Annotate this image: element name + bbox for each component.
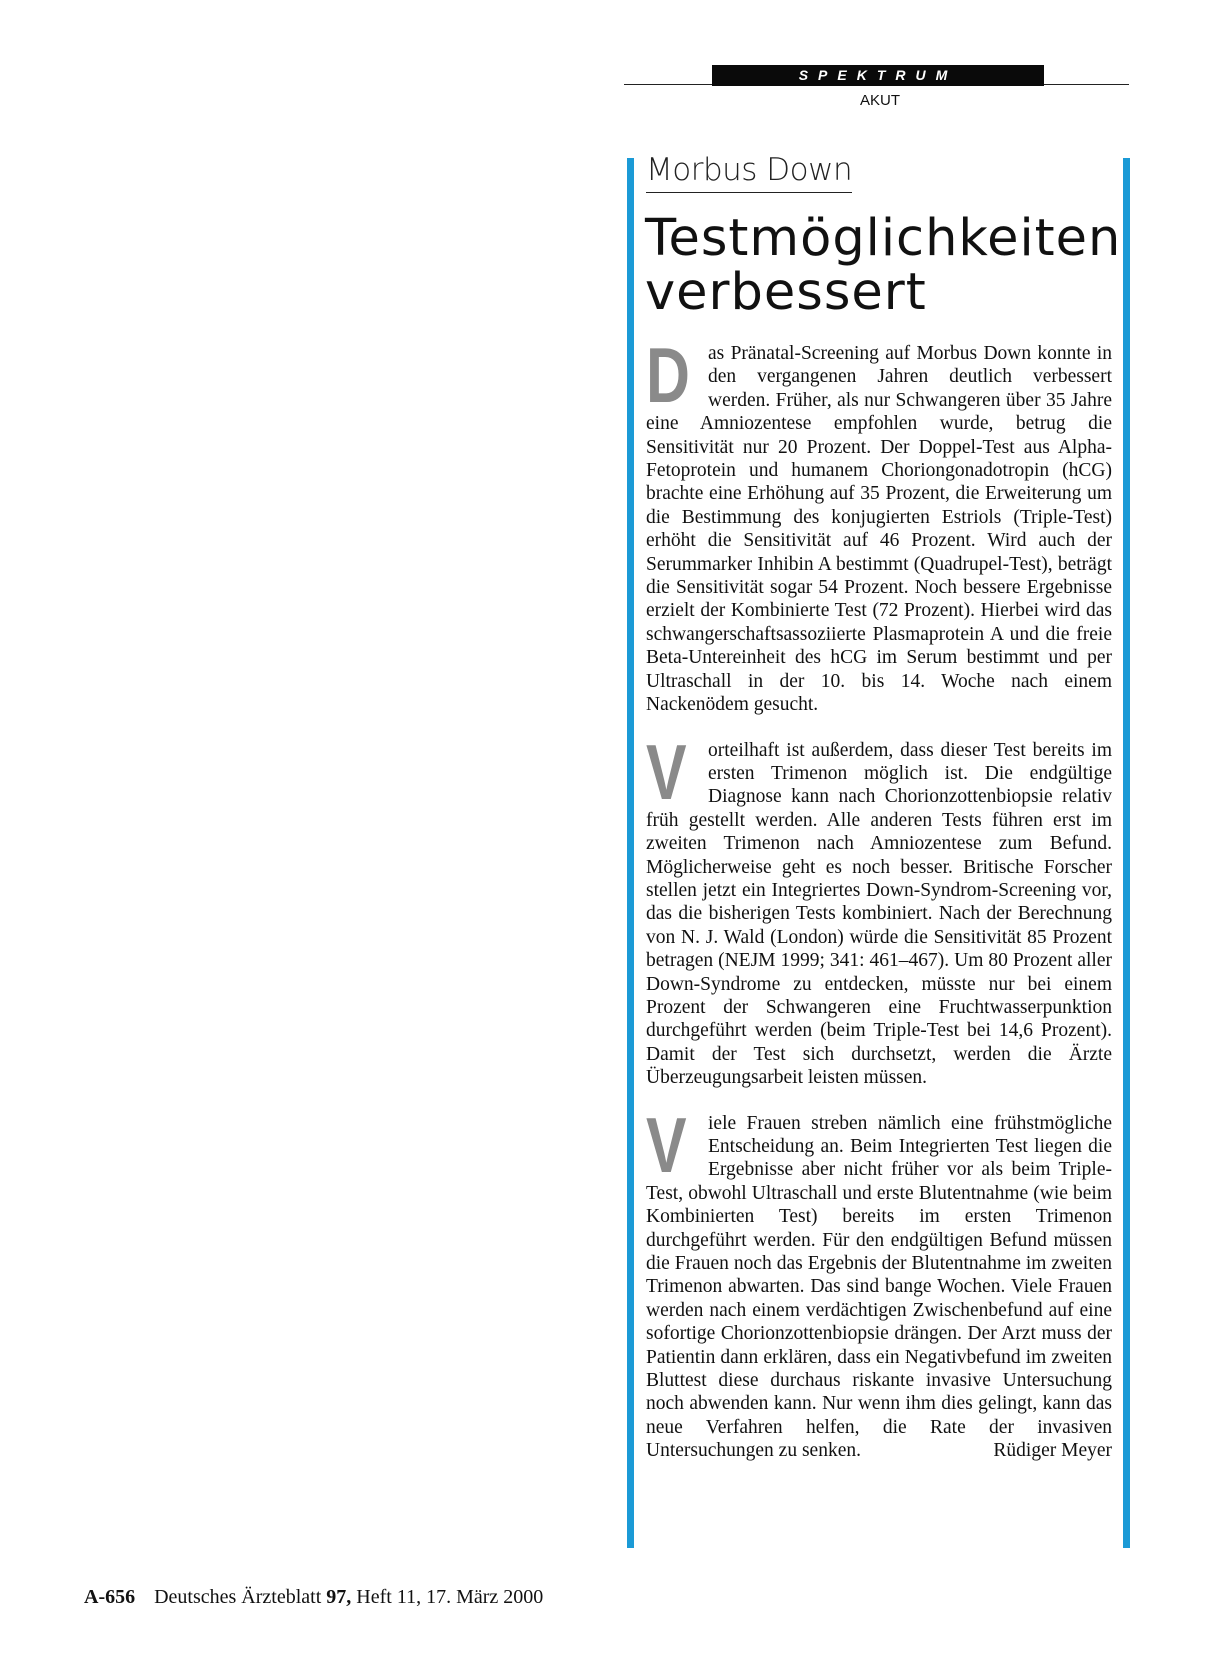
paragraph-text: iele Frauen streben nämlich eine frühstmögliche Entscheidung an. Beim Integrierten Test liegen die Ergebnisse aber nicht früher vor als beim Triple-Test, obwohl Ultraschall und erste Blutentnahme (wie beim Kombinierten Test) bereits im ersten Trimenon durchgeführt werden. Für den endgültigen Befund müssen die Frauen noch das Ergebnis der Blutentnahme im zweiten Trimenon abwarten. Das sind bange Wochen. Viele Frauen werden nach einem verdächtigen Zwischenbefund auf eine sofortige Chorionzottenbiopsie drängen. Der Arzt muss der Patientin dann erklären, dass ein Negativbefund im zweiten Bluttest diese durchaus riskante invasive Untersuchung noch abwenden kann. Nur wenn ihm dies gelingt, kann das neue Verfahren helfen, die Rate der invasiven Untersuchungen zu senken. <box>646 1112 1112 1462</box>
article-paragraph <box>646 1100 1112 1463</box>
section-label: SPEKTRUM <box>712 65 1044 86</box>
author-byline: Rüdiger Meyer <box>993 1440 1112 1462</box>
article-topic: Morbus Down <box>646 152 852 193</box>
paragraph-text: as Pränatal-Screening auf Morbus Down konnte in den vergangenen Jahren deutlich verbessert werden. Früher, als nur Schwangeren über 35 Jahre eine Amniozentese empfohlen wurde, betrug die Sensitivität nur 20 Prozent. Der Doppel-Test aus Alpha-Fetoprotein und humanem Choriongonadotropin (hCG) brachte eine Erhöhung auf 35 Prozent, die Erweiterung um die Bestimmung des konjugierten Estriols (Triple-Test) erhöht die Sensitivität auf 46 Prozent. Wird auch der Serummarker Inhibin A bestimmt (Quadrupel-Test), beträgt die Sensitivität sogar 54 Prozent. Noch bessere Ergebnisse erzielt der Kombinierte Test (72 Prozent). Hierbei wird das schwangerschaftsassoziierte Plasmaprotein A und die freie Beta-Untereinheit des hCG im Serum bestimmt und per Ultraschall in der 10. bis 14. Woche nach einem Nackenödem gesucht. <box>646 343 1112 716</box>
journal-issue: Heft 11, 17. März 2000 <box>356 1586 544 1608</box>
article-paragraph <box>646 331 1112 717</box>
page-number: A-656 <box>84 1586 136 1608</box>
drop-cap: D <box>646 331 690 419</box>
accent-bar-left <box>627 158 634 1548</box>
paragraph-text: orteilhaft ist außerdem, dass dieser Test bereits im ersten Trimenon möglich ist. Die endgültige Diagnose kann nach Chorionzottenbiopsie relativ früh gestellt werden. Alle anderen Tests führen erst im zweiten Trimenon nach Amniozentese zum Befund. Möglicherweise geht es noch besser. Britische Forscher stellen jetzt ein Integriertes Down-Syndrom-Screening vor, das die bisherigen Tests kombiniert. Nach der Berechnung von N. J. Wald (London) würde die Sensitivität 85 Prozent betragen (NEJM 1999; 341: 461–467). Um 80 Prozent aller Down-Syndrome zu entdecken, müsste nur bei einem Prozent der Schwangeren eine Fruchtwasserpunktion durchgeführt werden (beim Triple-Test bei 14,6 Prozent). Damit der Test sich durchsetzt, werden die Ärzte Überzeugungsarbeit leisten müssen. <box>646 739 1112 1089</box>
accent-bar-right <box>1123 158 1130 1548</box>
article-body <box>646 331 1112 1485</box>
article-paragraph <box>646 727 1112 1090</box>
article-headline: Testmöglichkeiten verbessert <box>645 209 1122 322</box>
journal-volume: 97, <box>326 1586 352 1608</box>
journal-name: Deutsches Ärzteblatt <box>154 1586 322 1608</box>
subsection-label: AKUT <box>859 92 900 109</box>
page-footer <box>84 1586 543 1609</box>
drop-cap: V <box>646 727 687 816</box>
drop-cap: V <box>646 1100 687 1189</box>
